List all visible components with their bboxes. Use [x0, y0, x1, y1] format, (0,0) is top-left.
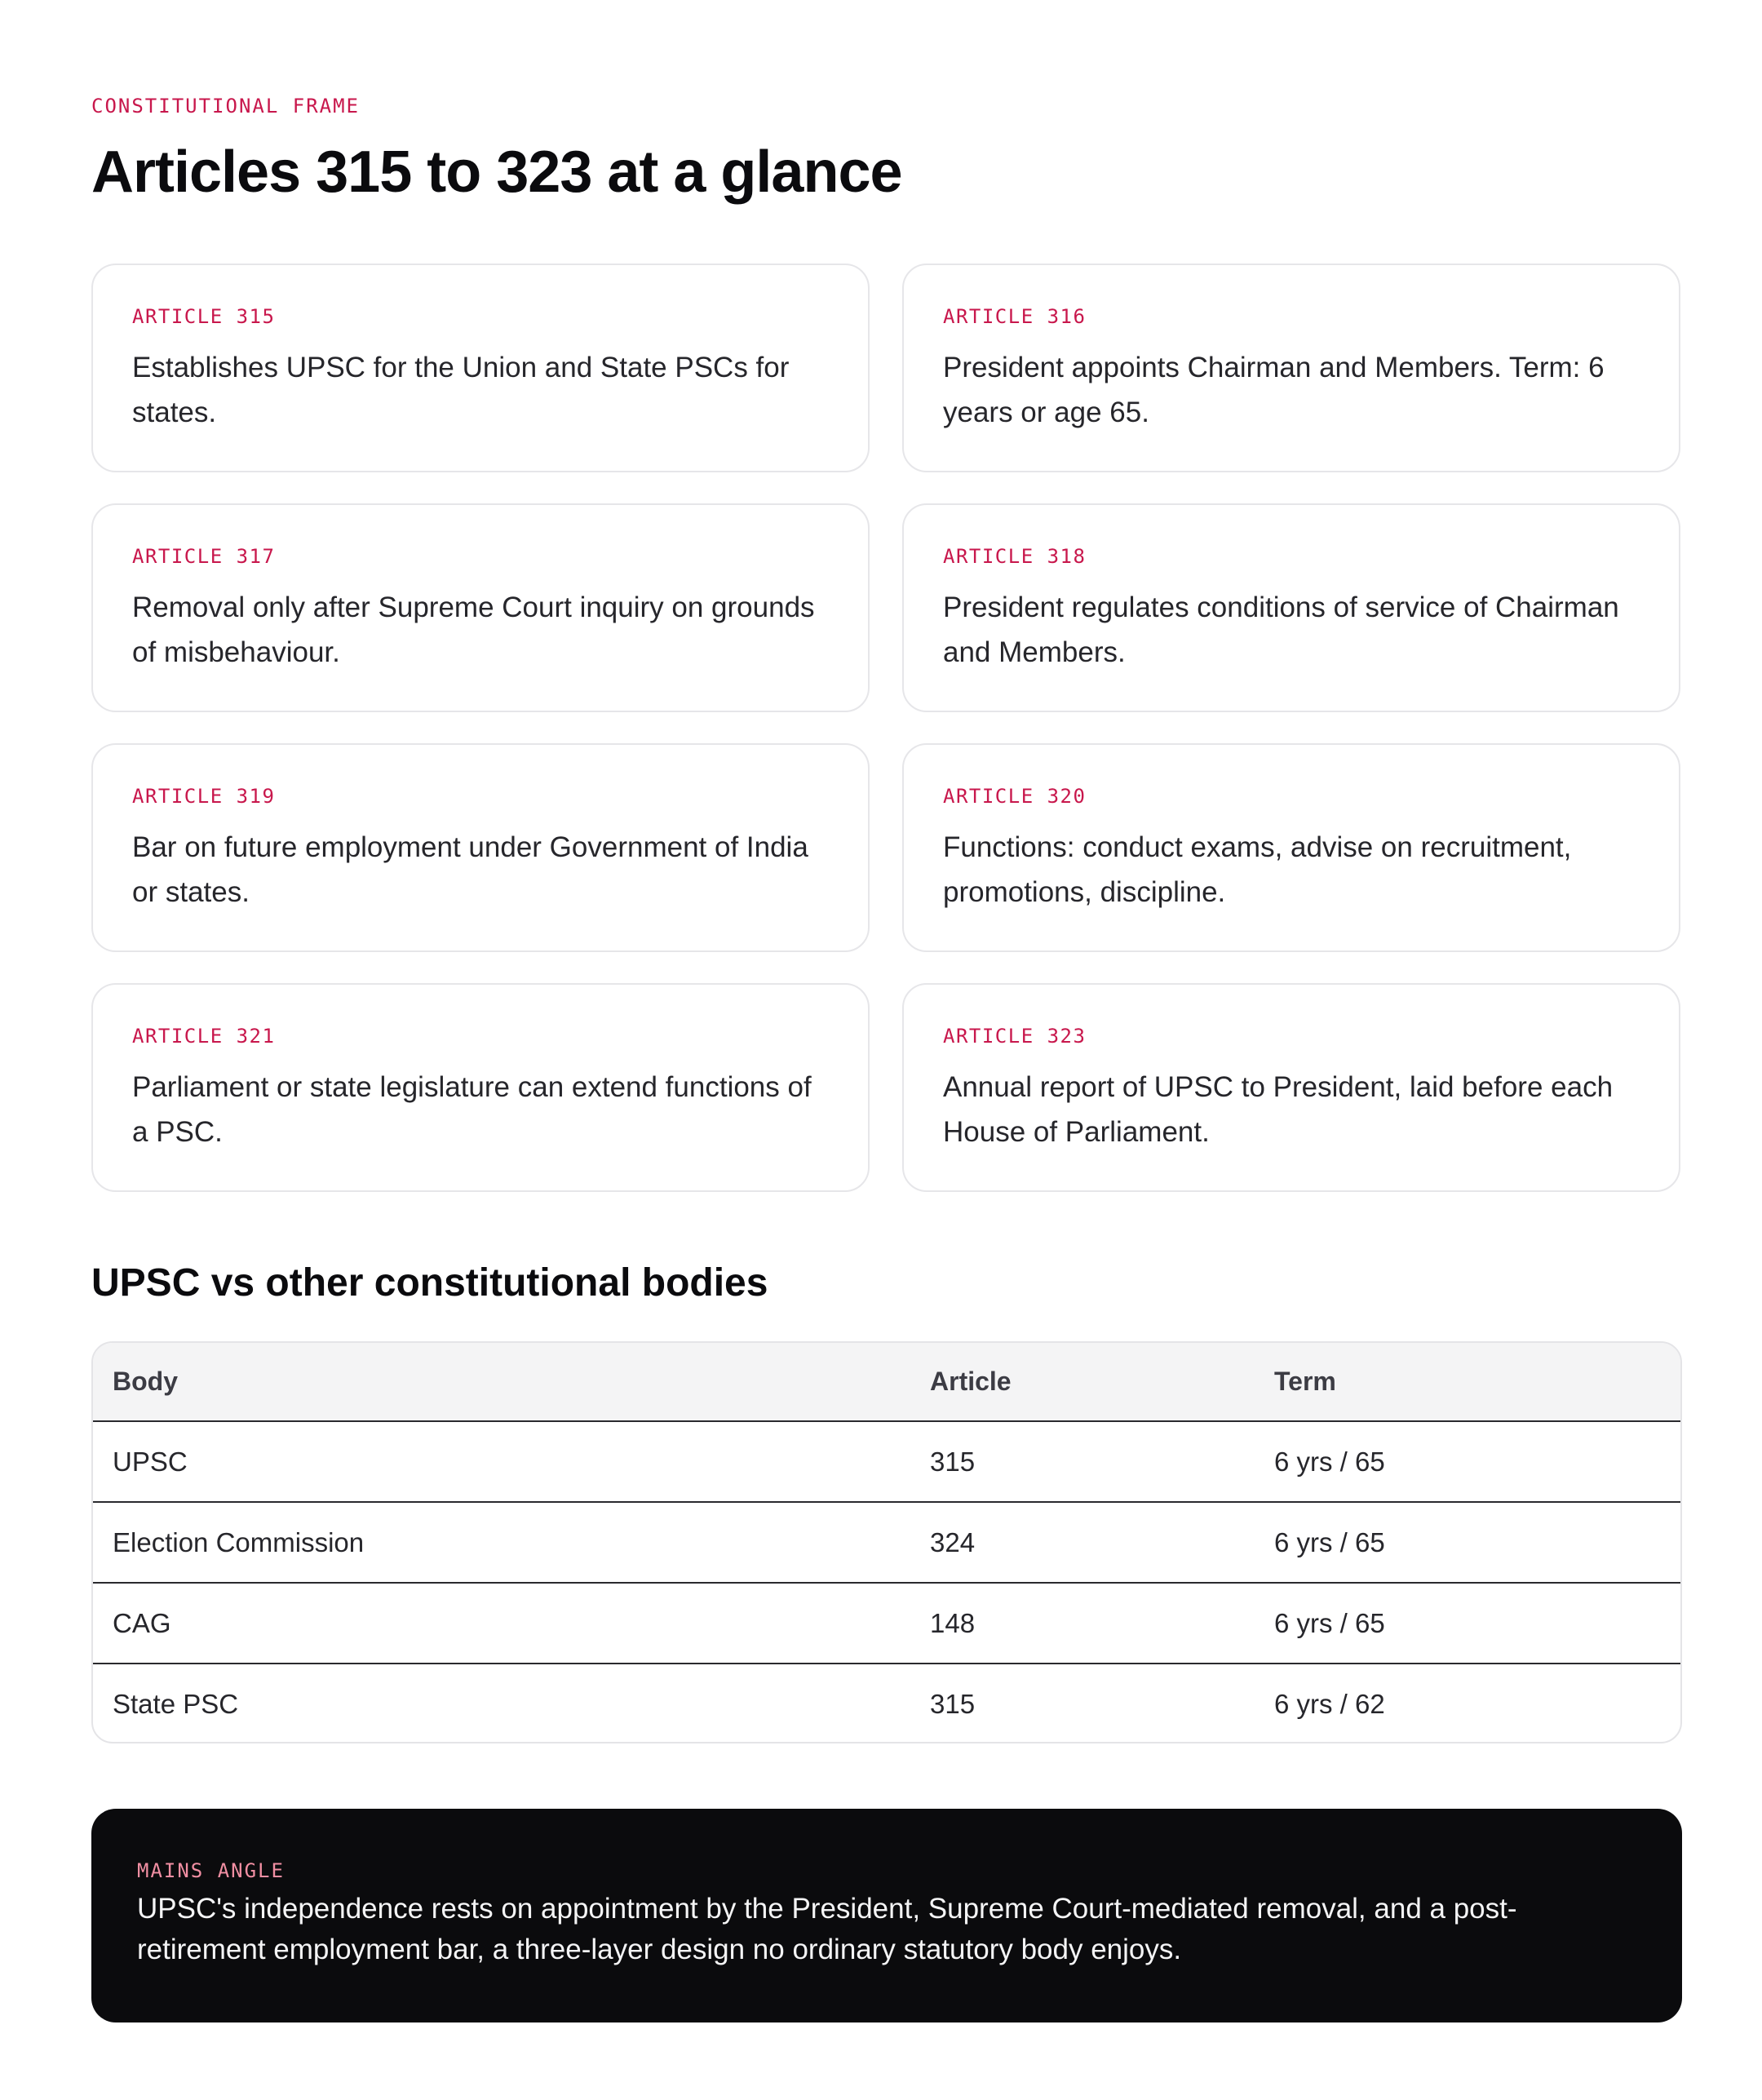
article-card-tag: ARTICLE 319 — [132, 785, 276, 808]
column-header-body: Body — [113, 1367, 178, 1396]
article-card — [91, 264, 870, 472]
table-row — [93, 1502, 1680, 1583]
cell-body: CAG — [113, 1607, 171, 1638]
callout-tag: MAINS ANGLE — [137, 1859, 285, 1882]
article-card — [902, 503, 1680, 712]
article-card-tag: ARTICLE 317 — [132, 545, 276, 568]
article-card-text: President regulates conditions of service of Chairman and Members. — [943, 591, 1619, 668]
cell-article: 148 — [930, 1607, 976, 1638]
article-card-text: Annual report of UPSC to President, laid before each House of Parliament. — [943, 1071, 1614, 1148]
cell-term: 6 yrs / 65 — [1274, 1446, 1385, 1477]
cell-body: State PSC — [113, 1689, 239, 1719]
cell-term: 6 yrs / 62 — [1274, 1689, 1385, 1719]
callout-text: UPSC's independence rests on appointment by the President, Supreme Court-mediated removal, and a post-retirement employment bar, a three-layer design no ordinary statutory body enjoys. — [137, 1893, 1517, 1965]
mains-angle-callout — [91, 1809, 1682, 2022]
column-header-article: Article — [930, 1367, 1012, 1396]
article-card-text: President appoints Chairman and Members. Term: 6 years or age 65. — [943, 352, 1605, 428]
cell-article: 315 — [930, 1689, 976, 1719]
cell-body: UPSC — [113, 1446, 188, 1477]
comparison-table — [91, 1341, 1682, 1743]
article-card-text: Bar on future employment under Government of India or states. — [132, 831, 808, 908]
article-card-tag: ARTICLE 323 — [943, 1025, 1087, 1048]
article-card-grid — [91, 264, 1682, 1192]
article-card-tag: ARTICLE 318 — [943, 545, 1087, 568]
table-row — [93, 1664, 1680, 1743]
column-header-term: Term — [1274, 1367, 1336, 1396]
article-card — [902, 983, 1680, 1192]
article-card-text: Removal only after Supreme Court inquiry on grounds of misbehaviour. — [132, 591, 815, 668]
table-row — [93, 1421, 1680, 1502]
article-card-tag: ARTICLE 321 — [132, 1025, 276, 1048]
table-header-row — [93, 1343, 1680, 1421]
comparison-heading: UPSC vs other constitutional bodies — [91, 1261, 768, 1305]
cell-term: 6 yrs / 65 — [1274, 1526, 1385, 1557]
article-card — [91, 983, 870, 1192]
article-card-tag: ARTICLE 320 — [943, 785, 1087, 808]
article-card — [91, 743, 870, 952]
cell-body: Election Commission — [113, 1526, 365, 1557]
article-card — [902, 264, 1680, 472]
article-card — [902, 743, 1680, 952]
article-card-text: Functions: conduct exams, advise on recruitment, promotions, discipline. — [943, 831, 1572, 908]
article-card — [91, 503, 870, 712]
page-title: Articles 315 to 323 at a glance — [91, 140, 902, 205]
cell-article: 315 — [930, 1446, 976, 1477]
article-card-text: Establishes UPSC for the Union and State PSCs for states. — [132, 352, 790, 428]
section-eyebrow: CONSTITUTIONAL FRAME — [91, 95, 360, 117]
article-card-tag: ARTICLE 316 — [943, 305, 1087, 328]
table-row — [93, 1583, 1680, 1664]
cell-article: 324 — [930, 1526, 976, 1557]
article-card-text: Parliament or state legislature can extend functions of a PSC. — [132, 1071, 812, 1148]
article-card-tag: ARTICLE 315 — [132, 305, 276, 328]
cell-term: 6 yrs / 65 — [1274, 1607, 1385, 1638]
